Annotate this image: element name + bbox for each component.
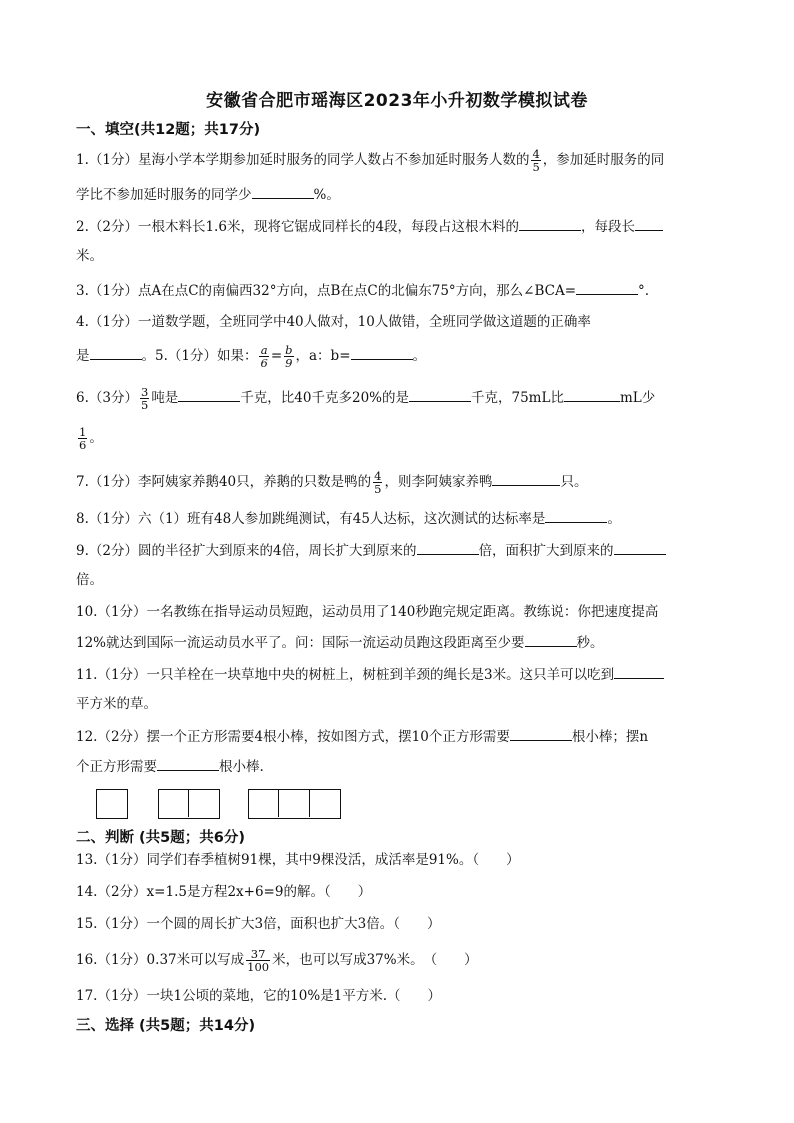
question-2-line-2: 米。	[76, 248, 103, 264]
answer-blank[interactable]	[157, 756, 219, 771]
answer-blank[interactable]	[351, 345, 413, 360]
question-4-line-2: 是 。5.（1分）如果： $\frac{a}{6}$ = $\frac{b}{9}$ ，a：b= 。	[76, 343, 427, 370]
answer-blank[interactable]	[635, 216, 663, 231]
square-divider	[309, 790, 310, 817]
question-4-line-1: 4.（1分）一道数学题，全班同学中40人做对，10人做错，全班同学做这道题的正确率	[76, 314, 591, 330]
answer-blank[interactable]	[564, 387, 620, 402]
fraction-a-6: $\frac{a}{6}$	[260, 343, 268, 370]
question-2-line-1: 2.（2分）一根木料长1.6米，现将它锯成同样长的4段，每段占这根木料的 ，每段长	[76, 216, 663, 237]
answer-blank[interactable]	[510, 726, 572, 741]
one-square-figure	[96, 789, 128, 819]
question-3: 3.（1分）点A在点C的南偏西32°方向，点B在点C的北偏东75°方向，那么∠BCA= °.	[76, 280, 649, 301]
question-12-line-2: 个正方形需要 根小棒.	[76, 756, 264, 777]
section-fill-in: 一、填空(共12题；共17分)	[76, 122, 261, 138]
answer-blank[interactable]	[252, 184, 314, 199]
exam-title: 安徽省合肥市瑶海区2023年小升初数学模拟试卷	[206, 91, 588, 111]
question-10-line-1: 10.（1分）一名教练在指导运动员短跑，运动员用了140秒跑完规定距离。教练说：你把速度提高	[76, 604, 659, 620]
question-14: 14.（2分）x=1.5是方程2x+6=9的解。（ ）	[76, 884, 372, 900]
section-true-false: 二、判断 (共5题；共6分)	[76, 830, 245, 846]
square-divider	[188, 790, 189, 817]
answer-blank[interactable]	[492, 471, 560, 486]
question-11-line-2: 平方米的草。	[76, 696, 157, 712]
answer-blank[interactable]	[614, 540, 666, 555]
question-1-line-1: 1.（1分）星海小学本学期参加延时服务的同学人数占不参加延时服务人数的 $\frac{4}{5}$ ，参加延时服务的同	[76, 147, 665, 174]
question-13: 13.（1分）同学们春季植树91棵，其中9棵没活，成活率是91%。（ ）	[76, 852, 520, 868]
three-squares-figure	[248, 789, 341, 819]
answer-blank[interactable]	[545, 508, 607, 523]
question-9-line-2: 倍。	[76, 572, 103, 588]
answer-blank[interactable]	[178, 387, 240, 402]
question-12-line-1: 12.（2分）摆一个正方形需要4根小棒，按如图方式，摆10个正方形需要 根小棒；摆n	[76, 726, 648, 747]
question-10-line-2: 12%就达到国际一流运动员水平了。问：国际一流运动员跑这段距离至少要 秒。	[76, 632, 604, 653]
question-17: 17.（1分）一块1公顷的菜地，它的10%是1平方米.（ ）	[76, 988, 442, 1004]
square-divider	[278, 790, 279, 817]
question-8: 8.（1分）六（1）班有48人参加跳绳测试，有45人达标，这次测试的达标率是 。	[76, 508, 621, 529]
question-9-line-1: 9.（2分）圆的半径扩大到原来的4倍，周长扩大到原来的 倍，面积扩大到原来的	[76, 540, 666, 561]
fraction-4-5: $\frac{4}{5}$	[374, 469, 382, 496]
section-multiple-choice: 三、选择 (共5题；共14分)	[76, 1018, 256, 1034]
answer-blank[interactable]	[417, 540, 479, 555]
answer-blank[interactable]	[576, 280, 638, 295]
question-7: 7.（1分）李阿姨家养鹅40只，养鹅的只数是鸭的 $\frac{4}{5}$ ，则李阿姨家养鸭 只。	[76, 469, 588, 496]
question-15: 15.（1分）一个圆的周长扩大3倍，面积也扩大3倍。（ ）	[76, 916, 441, 932]
fraction-37-100: $\frac{37}{100}$	[247, 947, 270, 974]
question-16: 16.（1分）0.37米可以写成 $\frac{37}{100}$ 米，也可以写成37%米。 （ ）	[76, 947, 478, 974]
fraction-1-6: $\frac{1}{6}$	[79, 425, 87, 452]
fraction-b-9: $\frac{b}{9}$	[285, 343, 293, 370]
question-1-line-2: 学比不参加延时服务的同学少 %。	[76, 184, 340, 205]
answer-blank[interactable]	[519, 216, 581, 231]
question-6-line-1: 6.（3分） $\frac{3}{5}$ 吨是 千克，比40千克多20%的是 千克，75mL比 mL少	[76, 385, 656, 412]
answer-blank[interactable]	[614, 664, 664, 679]
answer-blank[interactable]	[525, 632, 577, 647]
answer-blank[interactable]	[90, 345, 142, 360]
fraction-4-5: $\frac{4}{5}$	[532, 147, 540, 174]
question-6-line-2: $\frac{1}{6}$ 。	[79, 425, 103, 452]
two-squares-figure	[158, 789, 220, 819]
question-11-line-1: 11.（1分）一只羊栓在一块草地中央的树桩上，树桩到羊颈的绳长是3米。这只羊可以吃到	[76, 664, 664, 685]
fraction-3-5: $\frac{3}{5}$	[140, 385, 149, 412]
answer-blank[interactable]	[409, 387, 471, 402]
